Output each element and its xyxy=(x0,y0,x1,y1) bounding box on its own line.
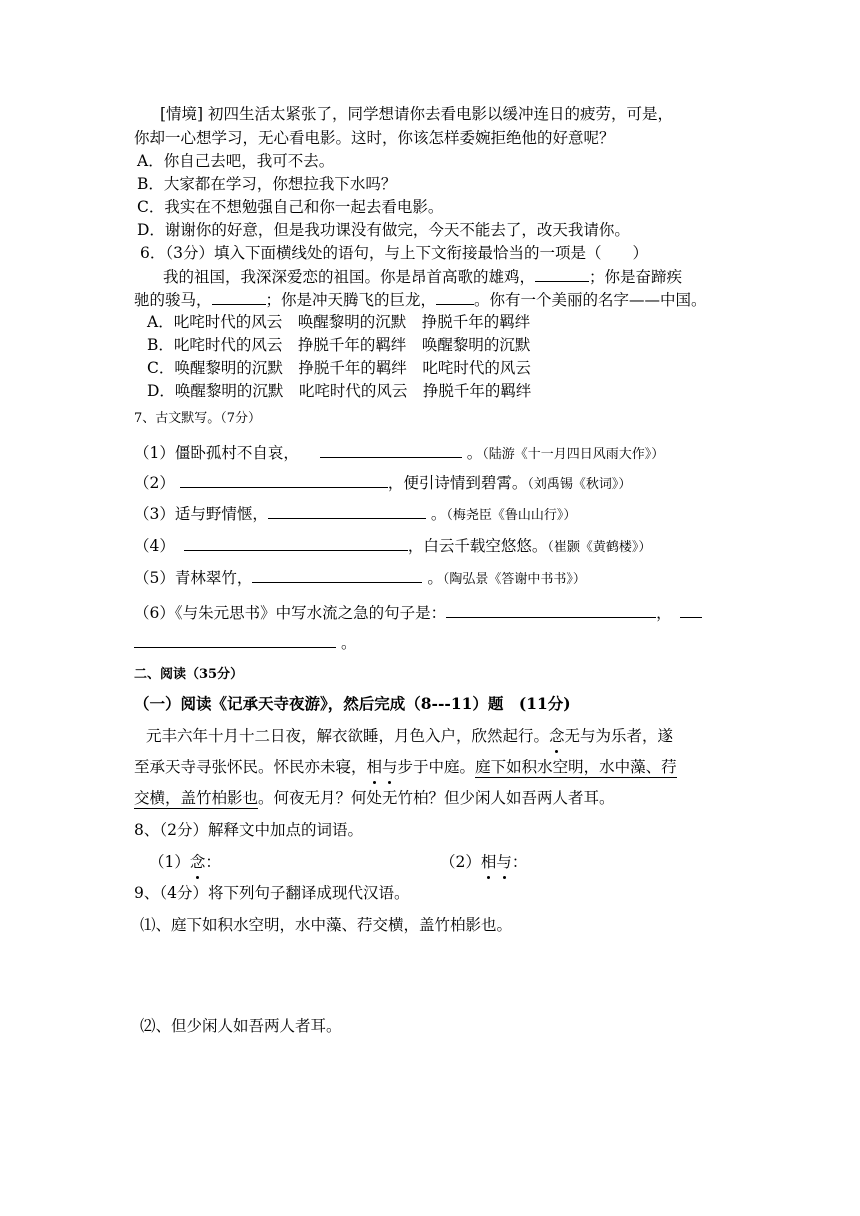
q6-blank-3[interactable] xyxy=(436,288,474,305)
q7-title: 7、古文默写。（7分） xyxy=(134,411,262,426)
passage-text: 元丰六年十月十二日夜，解衣欲睡，月色入户，欣然起行。 xyxy=(146,727,550,745)
q6-stem: 6．（3分）填入下面横线处的语句，与上下文衔接最恰当的一项是（ ） xyxy=(140,244,648,262)
q6-passage-text: ；你是冲天腾飞的巨龙， xyxy=(265,291,437,309)
reading-section-title: 二、阅读（35分） xyxy=(134,667,244,682)
q7-item-text: （2） xyxy=(134,474,175,492)
q9-sentence-2: ⑵、但少闲人如吾两人者耳。 xyxy=(140,1017,342,1035)
q6-option-a: A．叱咤时代的风云 唤醒黎明的沉默 挣脱千年的羁绊 xyxy=(147,313,531,331)
q7-item-text: ，白云千载空悠悠。 xyxy=(407,537,548,555)
q7-item-text: （3）适与野情惬， xyxy=(134,505,268,523)
q7-source: （陶弘景《答谢中书书》） xyxy=(442,572,586,587)
passage-text: 步于中庭。 xyxy=(397,758,476,776)
q6-blank-1[interactable] xyxy=(535,265,589,282)
q7-item-text: ，便引诗情到碧霄。 xyxy=(387,474,528,492)
dotted-word: 相 xyxy=(480,853,497,871)
passage-text: 。何夜无月？何处无竹柏？但少闲人如吾两人者耳。 xyxy=(258,789,615,807)
q6-passage-line-2 xyxy=(134,288,707,311)
q7-blank-3[interactable] xyxy=(268,502,426,519)
scenario-option-c: C．我实在不想勉强自己和你一起去看电影。 xyxy=(137,198,444,216)
q6-option-d: D．唤醒黎明的沉默 叱咤时代的风云 挣脱千年的羁绊 xyxy=(147,382,532,400)
scenario-text-1: 初四生活太紧张了，同学想请你去看电影以缓冲连日的疲劳，可是， xyxy=(208,105,674,123)
q6-option-c: C．唤醒黎明的沉默 挣脱千年的羁绊 叱咤时代的风云 xyxy=(147,359,531,377)
q7-blank-4[interactable] xyxy=(184,534,408,551)
q8-text: ： xyxy=(511,853,528,871)
passage-line-1 xyxy=(146,725,673,747)
q7-item-text: ， xyxy=(656,604,672,622)
q7-item-text: （5）青林翠竹， xyxy=(134,569,253,587)
q7-item-text: 。 xyxy=(340,634,357,652)
passage-line-2 xyxy=(134,756,677,778)
q7-blank-1[interactable] xyxy=(320,441,462,458)
dotted-word: 相 xyxy=(366,758,383,776)
dotted-word: 念 xyxy=(189,853,206,871)
dotted-word: 念 xyxy=(549,727,565,745)
q7-blank-6[interactable] xyxy=(446,601,656,618)
q7-item-text: （6）《与朱元思书》中写水流之急的句子是： xyxy=(134,604,447,622)
q6-passage-line-1 xyxy=(163,265,682,288)
q7-blank-5[interactable] xyxy=(252,566,422,583)
passage-text: 至承天寺寻张怀民。怀民亦未寝， xyxy=(134,758,367,776)
q7-source: （崔颢《黄鹤楼》） xyxy=(547,540,652,555)
q7-item-6-cont xyxy=(134,631,356,654)
q7-source: （梅尧臣《鲁山山行》） xyxy=(446,508,577,523)
q7-source: （刘禹锡《秋词》） xyxy=(527,477,632,492)
q6-passage-text: 我的祖国，我深深爱恋的祖国。你是昂首高歌的雄鸡， xyxy=(163,268,536,286)
q7-source: （陆游《十一月四日风雨大作》） xyxy=(482,447,665,462)
q7-item-text: 。 xyxy=(427,569,443,587)
q7-item-text: 。 xyxy=(466,444,483,462)
reading-sub-title: （一）阅读《记承天寺夜游》，然后完成（8---11）题 (11分) xyxy=(134,694,571,713)
q6-option-b: B．叱咤时代的风云 挣脱千年的羁绊 唤醒黎明的沉默 xyxy=(147,336,531,354)
q9-stem: 9、（4分）将下列句子翻译成现代汉语。 xyxy=(134,884,410,902)
q7-blank-7[interactable] xyxy=(680,601,702,618)
dotted-word: 与 xyxy=(496,853,512,871)
scenario-option-b: B．大家都在学习，你想拉我下水吗？ xyxy=(137,175,397,193)
scenario-line-2: 你却一心想学习，无心看电影。这时，你该怎样委婉拒绝他的好意呢？ xyxy=(134,129,615,147)
q8-text: （2） xyxy=(440,853,481,871)
q7-blank-8[interactable] xyxy=(134,631,336,648)
scenario-tag: [情境] xyxy=(160,105,204,123)
q7-item-1 xyxy=(134,441,664,466)
q8-stem: 8、（2分）解释文中加点的词语。 xyxy=(134,821,363,839)
q6-passage-text: 驰的骏马， xyxy=(134,291,212,309)
q6-blank-2[interactable] xyxy=(212,288,266,305)
dotted-word: 与 xyxy=(382,758,398,776)
q6-passage-text: 。你有一个美丽的名字——中国。 xyxy=(474,291,707,309)
q7-item-3 xyxy=(134,502,576,527)
q7-item-text: 。 xyxy=(430,505,447,523)
underlined-sentence: 交横，盖竹柏影也 xyxy=(134,789,259,807)
q7-item-2 xyxy=(134,471,631,496)
q8-text: ： xyxy=(205,853,221,871)
scenario-option-a: A．你自己去吧，我可不去。 xyxy=(137,152,335,170)
q7-item-text: （1）僵卧孤村不自哀， xyxy=(134,444,299,462)
q6-passage-text: ；你是奋蹄疾 xyxy=(589,268,683,286)
underlined-sentence: 庭下如积水空明，水中藻、荇 xyxy=(475,758,677,776)
q8-text: （1） xyxy=(149,853,190,871)
q8-item-2 xyxy=(440,851,527,873)
q7-blank-2[interactable] xyxy=(180,471,388,488)
passage-text: 无与为乐者，遂 xyxy=(564,727,674,745)
q9-sentence-1: ⑴、庭下如积水空明，水中藻、荇交横，盖竹柏影也。 xyxy=(140,916,513,934)
scenario-line-1 xyxy=(160,103,673,125)
q7-item-4 xyxy=(134,534,651,559)
q7-item-text: （4） xyxy=(134,537,175,555)
q7-item-5 xyxy=(134,566,586,591)
scenario-option-d: D．谢谢你的好意，但是我功课没有做完，今天不能去了，改天我请你。 xyxy=(137,221,630,239)
passage-line-3 xyxy=(134,787,615,809)
q8-item-1 xyxy=(149,851,221,873)
q7-item-6 xyxy=(134,601,702,624)
